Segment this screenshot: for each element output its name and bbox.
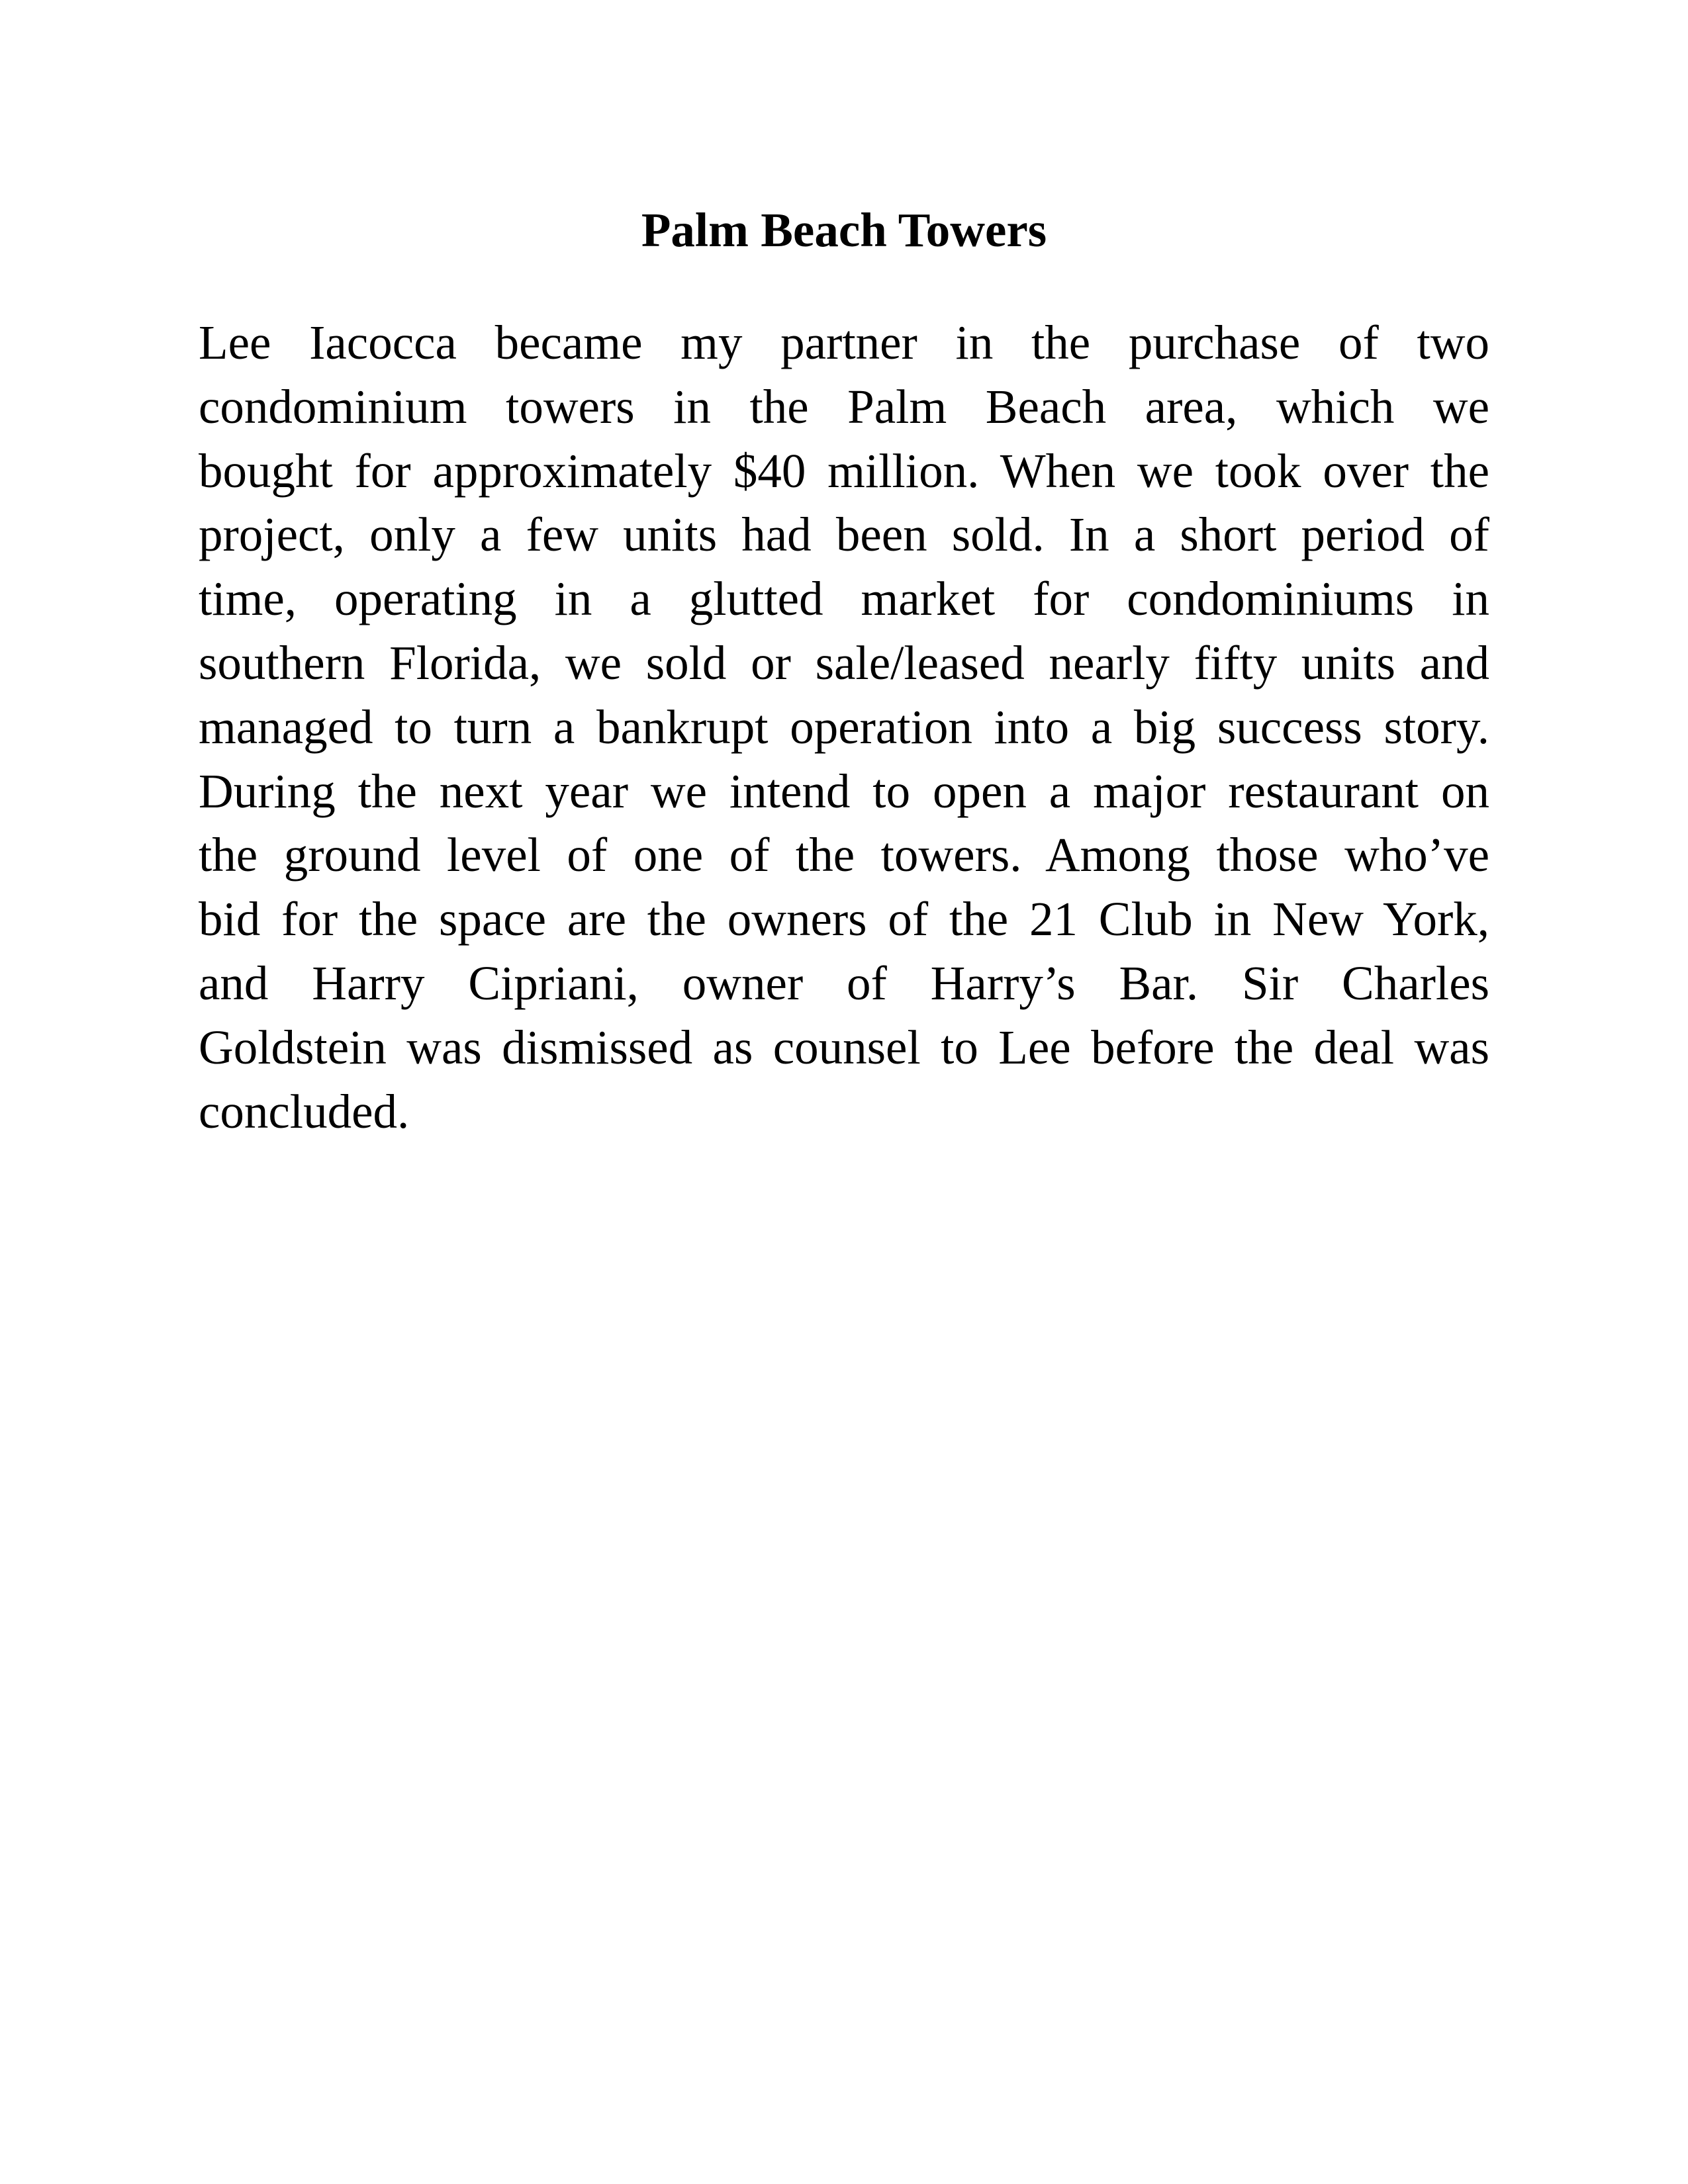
paragraph-line: condominium towers in the Palm Beach area, which we (199, 379, 1489, 433)
paragraph-line: time, operating in a glutted market for condominiums in (199, 572, 1489, 626)
paragraph-line: southern Florida, we sold or sale/leased nearly fifty units and (199, 635, 1489, 690)
paragraph-line: and Harry Cipriani, owner of Harry’s Bar. Sir Charles (199, 956, 1489, 1010)
paragraph-line: concluded. (199, 1084, 410, 1138)
paragraph-line: bought for approximately $40 million. When we took over the (199, 443, 1489, 498)
paragraph-line: Lee Iacocca became my partner in the purchase of two (199, 316, 1489, 369)
paragraph-line: bid for the space are the owners of the 21 Club in New York, (199, 892, 1489, 946)
body-paragraph (199, 311, 1489, 1144)
paragraph-line: the ground level of one of the towers. Among those who’ve (199, 828, 1489, 882)
paragraph-line: During the next year we intend to open a major restaurant on (199, 764, 1489, 818)
paragraph-line: project, only a few units had been sold. In a short period of (199, 508, 1489, 562)
document-title: Palm Beach Towers (641, 203, 1047, 257)
paragraph-line: Goldstein was dismissed as counsel to Lee before the deal was (199, 1020, 1489, 1074)
paragraph-line: managed to turn a bankrupt operation into a big success story. (199, 700, 1489, 754)
